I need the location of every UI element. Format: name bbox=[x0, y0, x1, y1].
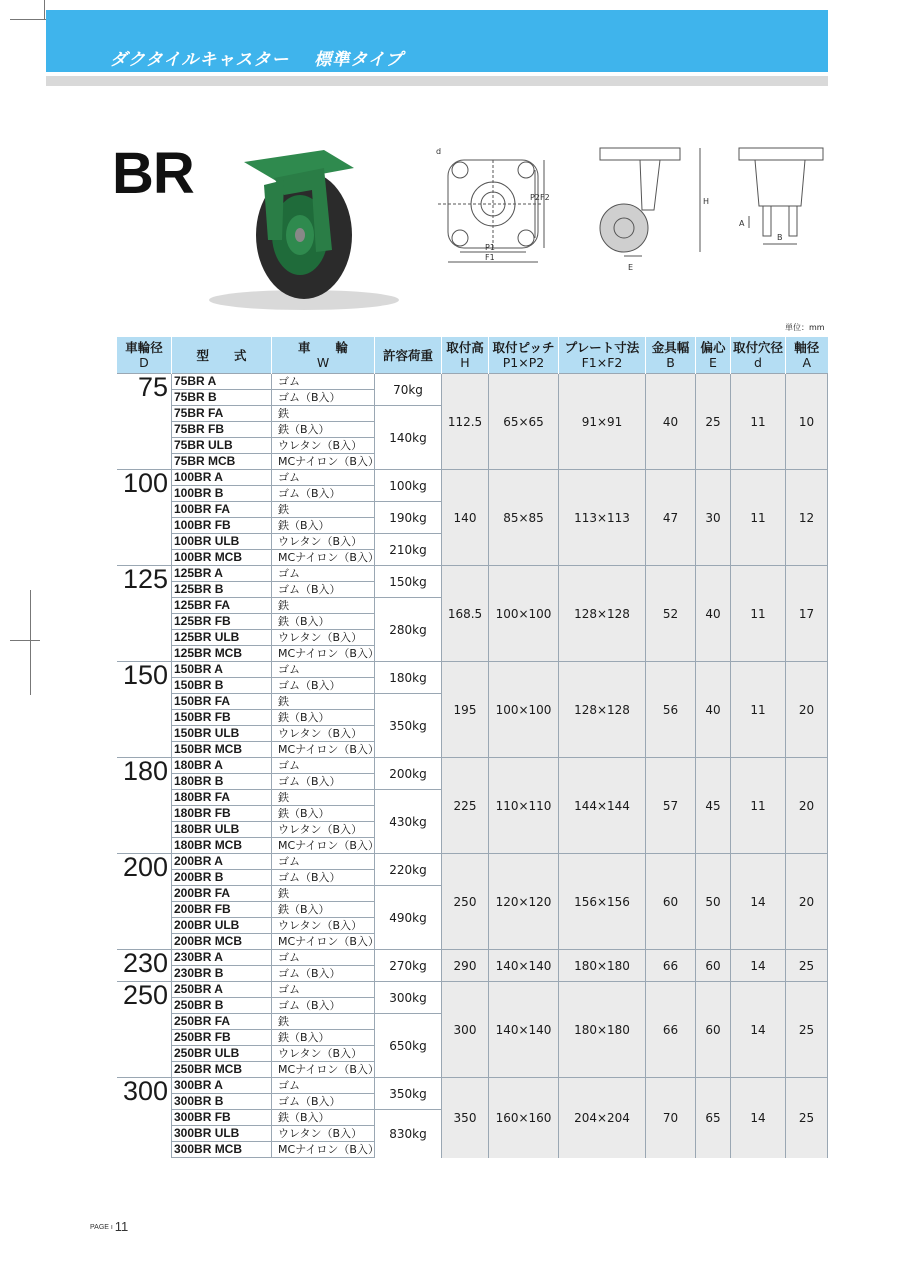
model-code-cell: 75BR A bbox=[172, 374, 272, 390]
crop-mark-left bbox=[30, 590, 31, 695]
mount-height-cell: 168.5 bbox=[442, 566, 489, 662]
mount-hole-cell: 11 bbox=[731, 566, 786, 662]
crop-mark-top-h bbox=[10, 19, 46, 20]
wheel-material-cell: ゴム（B入） bbox=[272, 678, 375, 694]
wheel-material-cell: ウレタン（B入） bbox=[272, 1046, 375, 1062]
unit-note: 単位：mm bbox=[785, 323, 825, 332]
spec-table bbox=[116, 337, 828, 1158]
mount-pitch-cell: 85×85 bbox=[489, 470, 559, 566]
mount-hole-cell: 11 bbox=[731, 374, 786, 470]
load-capacity-cell: 200kg bbox=[375, 758, 442, 790]
mount-pitch-cell: 140×140 bbox=[489, 982, 559, 1078]
model-code-cell: 180BR MCB bbox=[172, 838, 272, 854]
model-code-cell: 250BR B bbox=[172, 998, 272, 1014]
model-code-cell: 75BR ULB bbox=[172, 438, 272, 454]
model-code-cell: 100BR MCB bbox=[172, 550, 272, 566]
mount-height-cell: 112.5 bbox=[442, 374, 489, 470]
mount-height-cell: 350 bbox=[442, 1078, 489, 1158]
mount-hole-cell: 11 bbox=[731, 758, 786, 854]
table-row bbox=[117, 758, 828, 774]
dim-f2-label: F2 bbox=[540, 193, 550, 202]
load-capacity-cell: 490kg bbox=[375, 886, 442, 950]
page-number: 11 bbox=[114, 1219, 129, 1234]
model-code-cell: 180BR A bbox=[172, 758, 272, 774]
header-cell: 型 式 bbox=[172, 337, 272, 374]
model-code-cell: 300BR MCB bbox=[172, 1142, 272, 1158]
model-code-cell: 150BR B bbox=[172, 678, 272, 694]
header-cell: 取付高 H bbox=[442, 337, 489, 374]
dim-f1-label: F1 bbox=[485, 253, 495, 262]
mount-height-cell: 195 bbox=[442, 662, 489, 758]
offset-cell: 30 bbox=[696, 470, 731, 566]
header-cell: 金具幅 B bbox=[646, 337, 696, 374]
model-code-cell: 150BR FB bbox=[172, 710, 272, 726]
header-title: ダクタイルキャスター 標準タイプ bbox=[110, 50, 404, 70]
axle-diameter-cell: 25 bbox=[786, 950, 828, 982]
model-code-cell: 200BR B bbox=[172, 870, 272, 886]
model-code-cell: 180BR FB bbox=[172, 806, 272, 822]
model-code-cell: 300BR A bbox=[172, 1078, 272, 1094]
wheel-diameter-cell: 100 bbox=[117, 470, 172, 566]
page-footer: PAGE ı 11 bbox=[90, 1219, 129, 1234]
load-capacity-cell: 220kg bbox=[375, 854, 442, 886]
wheel-material-cell: ウレタン（B入） bbox=[272, 630, 375, 646]
wheel-material-cell: 鉄（B入） bbox=[272, 422, 375, 438]
model-code-cell: 150BR A bbox=[172, 662, 272, 678]
load-capacity-cell: 350kg bbox=[375, 694, 442, 758]
load-capacity-cell: 150kg bbox=[375, 566, 442, 598]
wheel-material-cell: 鉄 bbox=[272, 406, 375, 422]
axle-diameter-cell: 20 bbox=[786, 758, 828, 854]
mount-hole-cell: 14 bbox=[731, 982, 786, 1078]
wheel-material-cell: ゴム bbox=[272, 1078, 375, 1094]
model-code-cell: 100BR FA bbox=[172, 502, 272, 518]
mount-pitch-cell: 110×110 bbox=[489, 758, 559, 854]
offset-cell: 40 bbox=[696, 566, 731, 662]
mount-pitch-cell: 65×65 bbox=[489, 374, 559, 470]
wheel-material-cell: ゴム（B入） bbox=[272, 870, 375, 886]
wheel-material-cell: ウレタン（B入） bbox=[272, 438, 375, 454]
wheel-material-cell: ゴム bbox=[272, 566, 375, 582]
offset-cell: 25 bbox=[696, 374, 731, 470]
mount-hole-cell: 11 bbox=[731, 662, 786, 758]
mount-pitch-cell: 160×160 bbox=[489, 1078, 559, 1158]
model-code-cell: 180BR FA bbox=[172, 790, 272, 806]
wheel-material-cell: ゴム bbox=[272, 470, 375, 486]
model-code-cell: 100BR FB bbox=[172, 518, 272, 534]
model-code-cell: 250BR FA bbox=[172, 1014, 272, 1030]
header-cell: 偏心 E bbox=[696, 337, 731, 374]
side-view-drawing bbox=[590, 140, 720, 276]
load-capacity-cell: 140kg bbox=[375, 406, 442, 470]
wheel-material-cell: ウレタン（B入） bbox=[272, 918, 375, 934]
table-row bbox=[117, 374, 828, 390]
wheel-material-cell: ゴム（B入） bbox=[272, 774, 375, 790]
mount-hole-cell: 14 bbox=[731, 1078, 786, 1158]
axle-diameter-cell: 20 bbox=[786, 854, 828, 950]
model-code-cell: 75BR FA bbox=[172, 406, 272, 422]
bracket-width-cell: 40 bbox=[646, 374, 696, 470]
axle-diameter-cell: 25 bbox=[786, 1078, 828, 1158]
plate-size-cell: 113×113 bbox=[559, 470, 646, 566]
dim-a-label: A bbox=[739, 219, 745, 228]
mount-pitch-cell: 100×100 bbox=[489, 662, 559, 758]
model-code-cell: 200BR FB bbox=[172, 902, 272, 918]
mount-hole-cell: 14 bbox=[731, 854, 786, 950]
model-code-cell: 250BR ULB bbox=[172, 1046, 272, 1062]
wheel-diameter-cell: 150 bbox=[117, 662, 172, 758]
wheel-material-cell: ゴム bbox=[272, 662, 375, 678]
wheel-material-cell: ゴム bbox=[272, 982, 375, 998]
plate-size-cell: 156×156 bbox=[559, 854, 646, 950]
header-cell: 軸径 A bbox=[786, 337, 828, 374]
model-code-cell: 250BR FB bbox=[172, 1030, 272, 1046]
load-capacity-cell: 210kg bbox=[375, 534, 442, 566]
dim-p1-label: P1 bbox=[485, 243, 495, 252]
offset-cell: 60 bbox=[696, 950, 731, 982]
model-code-cell: 180BR ULB bbox=[172, 822, 272, 838]
model-code-cell: 125BR FA bbox=[172, 598, 272, 614]
wheel-material-cell: ウレタン（B入） bbox=[272, 1126, 375, 1142]
load-capacity-cell: 190kg bbox=[375, 502, 442, 534]
load-capacity-cell: 100kg bbox=[375, 470, 442, 502]
load-capacity-cell: 350kg bbox=[375, 1078, 442, 1110]
wheel-diameter-cell: 125 bbox=[117, 566, 172, 662]
model-code-cell: 300BR ULB bbox=[172, 1126, 272, 1142]
axle-diameter-cell: 20 bbox=[786, 662, 828, 758]
model-code-cell: 125BR B bbox=[172, 582, 272, 598]
wheel-material-cell: ゴム bbox=[272, 950, 375, 966]
model-code-cell: 200BR A bbox=[172, 854, 272, 870]
plate-size-cell: 144×144 bbox=[559, 758, 646, 854]
wheel-diameter-cell: 300 bbox=[117, 1078, 172, 1158]
wheel-material-cell: 鉄 bbox=[272, 694, 375, 710]
plate-size-cell: 180×180 bbox=[559, 982, 646, 1078]
model-code-cell: 180BR B bbox=[172, 774, 272, 790]
offset-cell: 50 bbox=[696, 854, 731, 950]
wheel-material-cell: 鉄（B入） bbox=[272, 1030, 375, 1046]
wheel-material-cell: ウレタン（B入） bbox=[272, 726, 375, 742]
wheel-material-cell: 鉄（B入） bbox=[272, 710, 375, 726]
axle-diameter-cell: 25 bbox=[786, 982, 828, 1078]
model-code-cell: 150BR FA bbox=[172, 694, 272, 710]
mount-height-cell: 225 bbox=[442, 758, 489, 854]
wheel-material-cell: 鉄（B入） bbox=[272, 806, 375, 822]
wheel-material-cell: ゴム bbox=[272, 758, 375, 774]
wheel-diameter-cell: 75 bbox=[117, 374, 172, 470]
front-view-drawing bbox=[735, 140, 830, 276]
model-code-cell: 300BR B bbox=[172, 1094, 272, 1110]
wheel-diameter-cell: 230 bbox=[117, 950, 172, 982]
crop-mark-top bbox=[44, 0, 45, 20]
wheel-material-cell: ゴム（B入） bbox=[272, 1094, 375, 1110]
axle-diameter-cell: 17 bbox=[786, 566, 828, 662]
wheel-material-cell: 鉄（B入） bbox=[272, 902, 375, 918]
model-code-cell: 100BR ULB bbox=[172, 534, 272, 550]
bracket-width-cell: 56 bbox=[646, 662, 696, 758]
table-row bbox=[117, 982, 828, 998]
table-row bbox=[117, 854, 828, 870]
wheel-material-cell: 鉄（B入） bbox=[272, 614, 375, 630]
spec-table-body bbox=[117, 374, 828, 1158]
model-code-cell: 100BR A bbox=[172, 470, 272, 486]
load-capacity-cell: 70kg bbox=[375, 374, 442, 406]
wheel-material-cell: ウレタン（B入） bbox=[272, 822, 375, 838]
mount-height-cell: 140 bbox=[442, 470, 489, 566]
wheel-material-cell: ゴム（B入） bbox=[272, 390, 375, 406]
wheel-material-cell: 鉄 bbox=[272, 790, 375, 806]
plate-size-cell: 180×180 bbox=[559, 950, 646, 982]
model-code-cell: 200BR MCB bbox=[172, 934, 272, 950]
header-cell: 車輪径 D bbox=[117, 337, 172, 374]
wheel-material-cell: 鉄 bbox=[272, 1014, 375, 1030]
model-name: BR bbox=[112, 141, 194, 206]
caster-photo bbox=[204, 140, 430, 316]
page-label: PAGE bbox=[90, 1224, 109, 1231]
offset-cell: 45 bbox=[696, 758, 731, 854]
wheel-material-cell: MCナイロン（B入） bbox=[272, 1142, 375, 1158]
wheel-material-cell: 鉄 bbox=[272, 598, 375, 614]
table-row bbox=[117, 662, 828, 678]
model-code-cell: 100BR B bbox=[172, 486, 272, 502]
wheel-material-cell: ゴム bbox=[272, 854, 375, 870]
model-code-cell: 200BR FA bbox=[172, 886, 272, 902]
table-row bbox=[117, 470, 828, 486]
mount-pitch-cell: 100×100 bbox=[489, 566, 559, 662]
wheel-material-cell: MCナイロン（B入） bbox=[272, 646, 375, 662]
model-code-cell: 200BR ULB bbox=[172, 918, 272, 934]
wheel-material-cell: ゴム（B入） bbox=[272, 966, 375, 982]
plate-size-cell: 204×204 bbox=[559, 1078, 646, 1158]
mount-hole-cell: 11 bbox=[731, 470, 786, 566]
table-row bbox=[117, 566, 828, 582]
model-code-cell: 250BR A bbox=[172, 982, 272, 998]
dim-d-label: d bbox=[436, 147, 442, 156]
model-code-cell: 75BR FB bbox=[172, 422, 272, 438]
dim-b-label: B bbox=[777, 233, 783, 242]
bracket-width-cell: 57 bbox=[646, 758, 696, 854]
model-code-cell: 300BR FB bbox=[172, 1110, 272, 1126]
wheel-material-cell: ゴム（B入） bbox=[272, 582, 375, 598]
mount-pitch-cell: 120×120 bbox=[489, 854, 559, 950]
bracket-width-cell: 66 bbox=[646, 982, 696, 1078]
axle-diameter-cell: 10 bbox=[786, 374, 828, 470]
model-code-cell: 75BR B bbox=[172, 390, 272, 406]
axle-diameter-cell: 12 bbox=[786, 470, 828, 566]
bracket-width-cell: 47 bbox=[646, 470, 696, 566]
wheel-material-cell: 鉄 bbox=[272, 502, 375, 518]
header-underline bbox=[46, 76, 828, 86]
wheel-material-cell: ゴム（B入） bbox=[272, 486, 375, 502]
plate-size-cell: 128×128 bbox=[559, 662, 646, 758]
wheel-material-cell: ゴム（B入） bbox=[272, 998, 375, 1014]
load-capacity-cell: 650kg bbox=[375, 1014, 442, 1078]
wheel-diameter-cell: 180 bbox=[117, 758, 172, 854]
dim-p2-label: P2 bbox=[530, 193, 540, 202]
bracket-width-cell: 60 bbox=[646, 854, 696, 950]
mount-height-cell: 300 bbox=[442, 982, 489, 1078]
mount-height-cell: 290 bbox=[442, 950, 489, 982]
table-row bbox=[117, 1078, 828, 1094]
wheel-material-cell: MCナイロン（B入） bbox=[272, 454, 375, 470]
wheel-diameter-cell: 200 bbox=[117, 854, 172, 950]
model-code-cell: 150BR ULB bbox=[172, 726, 272, 742]
offset-cell: 40 bbox=[696, 662, 731, 758]
load-capacity-cell: 830kg bbox=[375, 1110, 442, 1158]
plate-size-cell: 91×91 bbox=[559, 374, 646, 470]
load-capacity-cell: 300kg bbox=[375, 982, 442, 1014]
wheel-material-cell: ゴム bbox=[272, 374, 375, 390]
model-code-cell: 250BR MCB bbox=[172, 1062, 272, 1078]
offset-cell: 65 bbox=[696, 1078, 731, 1158]
wheel-material-cell: MCナイロン（B入） bbox=[272, 1062, 375, 1078]
wheel-material-cell: ウレタン（B入） bbox=[272, 534, 375, 550]
wheel-material-cell: MCナイロン（B入） bbox=[272, 742, 375, 758]
bracket-width-cell: 66 bbox=[646, 950, 696, 982]
wheel-material-cell: MCナイロン（B入） bbox=[272, 934, 375, 950]
model-code-cell: 230BR A bbox=[172, 950, 272, 966]
mount-height-cell: 250 bbox=[442, 854, 489, 950]
top-view-drawing bbox=[430, 140, 560, 276]
model-code-cell: 125BR FB bbox=[172, 614, 272, 630]
mount-pitch-cell: 140×140 bbox=[489, 950, 559, 982]
header-cell: プレート寸法 F1×F2 bbox=[559, 337, 646, 374]
model-code-cell: 230BR B bbox=[172, 966, 272, 982]
load-capacity-cell: 270kg bbox=[375, 950, 442, 982]
load-capacity-cell: 180kg bbox=[375, 662, 442, 694]
table-header-row bbox=[117, 337, 828, 374]
wheel-material-cell: 鉄（B入） bbox=[272, 518, 375, 534]
load-capacity-cell: 430kg bbox=[375, 790, 442, 854]
wheel-diameter-cell: 250 bbox=[117, 982, 172, 1078]
dim-e-label: E bbox=[628, 263, 634, 272]
model-code-cell: 150BR MCB bbox=[172, 742, 272, 758]
wheel-material-cell: MCナイロン（B入） bbox=[272, 550, 375, 566]
mount-hole-cell: 14 bbox=[731, 950, 786, 982]
plate-size-cell: 128×128 bbox=[559, 566, 646, 662]
header-cell: 取付ピッチ P1×P2 bbox=[489, 337, 559, 374]
wheel-material-cell: 鉄（B入） bbox=[272, 1110, 375, 1126]
model-code-cell: 75BR MCB bbox=[172, 454, 272, 470]
header-cell: 許容荷重 bbox=[375, 337, 442, 374]
model-code-cell: 125BR A bbox=[172, 566, 272, 582]
crop-mark-left-h bbox=[10, 640, 40, 641]
load-capacity-cell: 280kg bbox=[375, 598, 442, 662]
model-code-cell: 125BR ULB bbox=[172, 630, 272, 646]
model-code-cell: 125BR MCB bbox=[172, 646, 272, 662]
wheel-material-cell: MCナイロン（B入） bbox=[272, 838, 375, 854]
header-cell: 取付穴径 d bbox=[731, 337, 786, 374]
dim-h-label: H bbox=[703, 197, 710, 206]
offset-cell: 60 bbox=[696, 982, 731, 1078]
bracket-width-cell: 52 bbox=[646, 566, 696, 662]
header-cell: 車 輪 W bbox=[272, 337, 375, 374]
wheel-material-cell: 鉄 bbox=[272, 886, 375, 902]
table-row bbox=[117, 950, 828, 966]
bracket-width-cell: 70 bbox=[646, 1078, 696, 1158]
